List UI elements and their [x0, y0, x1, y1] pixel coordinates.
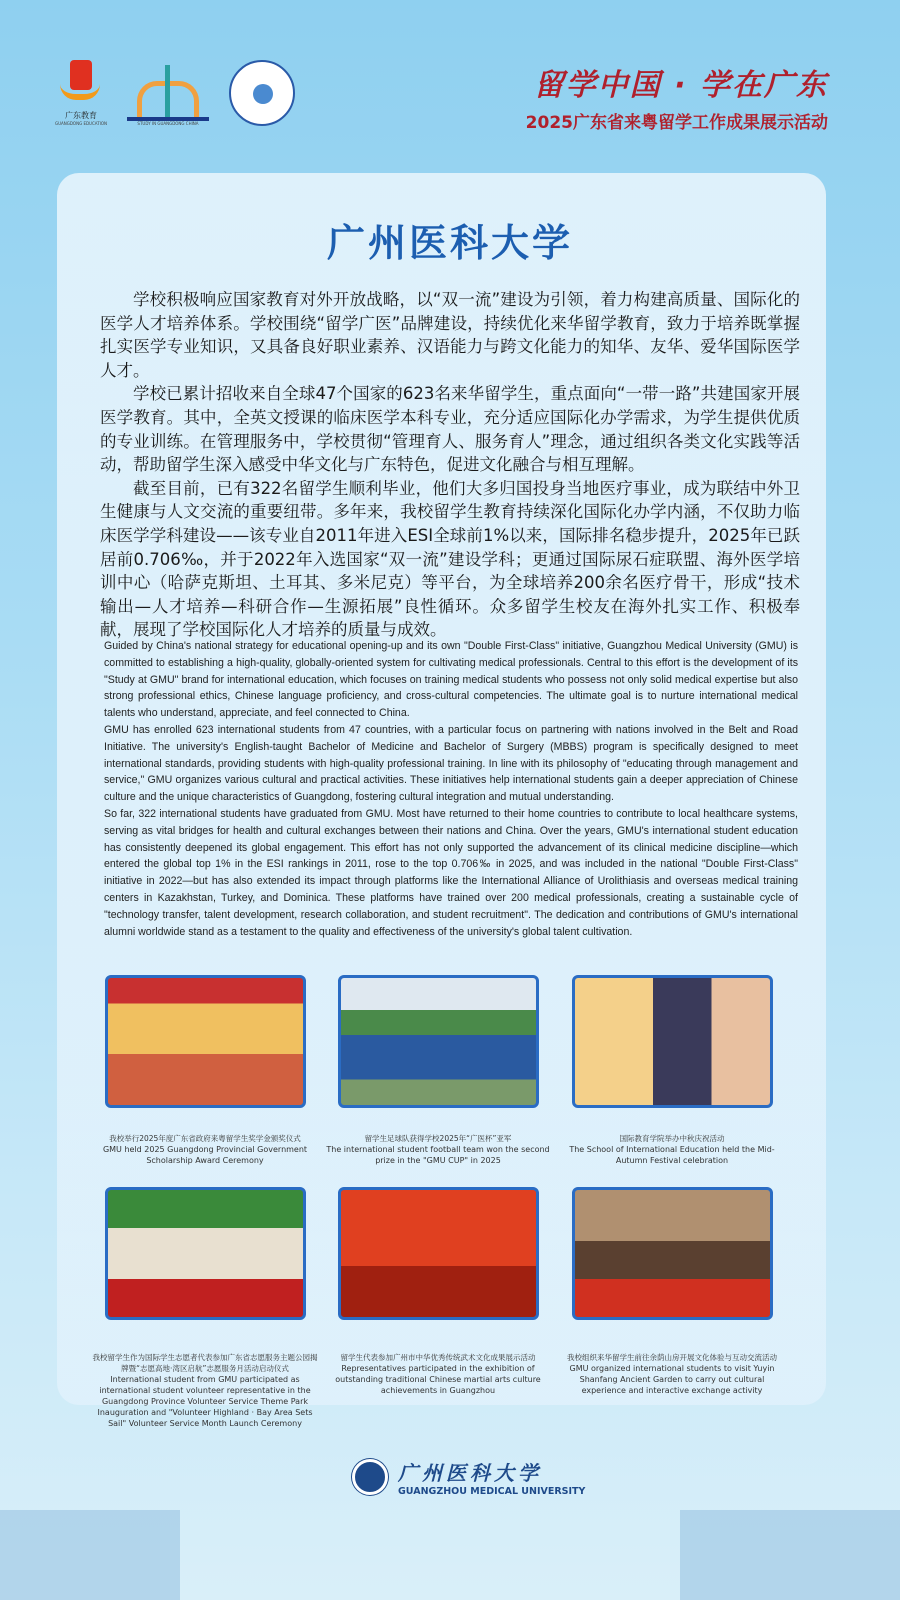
slogan: 留学中国 · 学在广东: [533, 68, 828, 103]
photo-caption: 留学生足球队获得学校2025年“广医杯”亚军 The international student football team won the second prize in the "GMU CUP" in 2025: [326, 1134, 550, 1165]
cn-paragraph: 学校已累计招收来自全球47个国家的623名来华留学生，重点面向“一带一路”共建国家开展医学教育。其中，全英文授课的临床医学本科专业，充分适应国际化办学需求，为学生提供优质的专业训练。在管理服务中，学校贯彻“管理育人、服务育人”理念，通过组织各类文化实践等活动，帮助留学生深入感受中华文化与广东特色，促进文化融合与相互理解。: [100, 384, 800, 475]
photo-garden-visit: [572, 1187, 773, 1320]
en-paragraph: GMU has enrolled 623 international students from 47 countries, with a particular focus on partnering with nations involved in the Belt and Road Initiative. The university's English-taught Bachelor of Medicine and Bachelor of Surgery (MBBS) program is specifically designed to meet international standards, providing students with high-quality professional training. In line with its philosophy of "educating through management and service," GMU organizes various cultural and practical activities. These initiatives help international students gain a deeper appreciation of Chinese culture and the unique characteristics of Guangdong, fostering cultural integration and mutual understanding.: [104, 723, 798, 804]
university-seal-logo: [229, 60, 295, 126]
photo-caption: 国际教育学院举办中秋庆祝活动 The School of International Education held the Mid-Autumn Festival celebration: [569, 1134, 775, 1165]
photo-martial-arts: [338, 1187, 539, 1320]
cn-paragraph: 学校积极响应国家教育对外开放战略，以“双一流”建设为引领，着力构建高质量、国际化的医学人才培养体系。学校围绕“留学广医”品牌建设，持续优化来华留学教育，致力于培养既掌握扎实医学专业知识，又具备良好职业素养、汉语能力与跨文化能力的知华、友华、爱华国际医学人才。: [100, 290, 800, 380]
footer-name-zh: 广州医科大学: [398, 1461, 542, 1485]
photo-volunteer-ceremony: [105, 1187, 306, 1320]
photo-football-team: [338, 975, 539, 1108]
page-title: 广州医科大学: [326, 221, 573, 265]
chinese-intro: [100, 288, 800, 642]
skyline-right: [680, 1510, 900, 1600]
footer-name-en: GUANGZHOU MEDICAL UNIVERSITY: [398, 1486, 586, 1497]
cn-paragraph: 截至目前，已有322名留学生顺利毕业，他们大多归国投身当地医疗事业，成为联结中外卫生健康与人文交流的重要纽带。多年来，我校留学生教育持续深化国际化办学内涵，不仅助力临床医学学科建设——该专业自2011年进入ESI全球前1%以来，国际排名稳步提升，2025年已跃居前0.706‰，并于2022年入选国家“双一流”建设学科；更通过国际尿石症联盟、海外医学培训中心（哈萨克斯坦、土耳其、多米尼克）等平台，为全球培养200余名医疗骨干，形成“技术输出—人才培养—科研合作—生源拓展”良性循环。众多留学生校友在海外扎实工作、积极奉献，展现了学校国际化人才培养的质量与成效。: [100, 478, 800, 640]
en-paragraph: So far, 322 international students have graduated from GMU. Most have returned to their home countries to contribute to local healthcare systems, serving as vital bridges for health and cultural exchanges between their nations and China. Over the years, GMU's international student education has consistently deepened its global engagement. This effort has not only supported the advancement of its clinical medicine discipline—which entered the global top 1% in the ESI rankings in 2011, rose to the top 0.706‰ in 2025, and was included in the national "Double First-Class" initiative in 2022—but has also extended its impact through platforms like the International Alliance of Urolithiasis and overseas medical training centers in Kazakhstan, Turkey, and Dominica. These platforms have trained over 200 medical professionals, creating a sustainable cycle of "technology transfer, talent development, research collaboration, and student recruitment". The dedication and contributions of GMU's international alumni worldwide stand as a testament to the quality and effectiveness of the university's global talent cultivation.: [104, 807, 798, 938]
photo-scholarship-ceremony: [105, 975, 306, 1108]
event-title: 2025广东省来粤留学工作成果展示活动: [525, 113, 828, 133]
university-emblem-icon: [352, 1459, 388, 1495]
photo-caption: 我校组织来华留学生前往余荫山房开展文化体验与互动交流活动 GMU organized international students to visit Yuyin Shanfang Ancient Garden to carry out cultural experience and interactive exchange activity: [567, 1353, 777, 1395]
english-intro: [104, 638, 798, 940]
photo-mid-autumn: [572, 975, 773, 1108]
guangdong-education-logo: 广东教育 GUANGDONG EDUCATION: [55, 58, 107, 126]
en-paragraph: Guided by China's national strategy for educational opening-up and its own "Double First-Class" initiative, Guangzhou Medical University (GMU) is committed to establishing a high-quality, globally-oriented system for cultivating medical professionals. Central to this effort is the development of its "Study at GMU" brand for international education, which focuses on training medical students who possess not only solid medical expertise but also strong professional ethics, Chinese language proficiency, and cross-cultural competencies. The ultimate goal is to nurture international medical talents who understand, appreciate, and feel connected to China.: [104, 640, 798, 720]
study-in-guangdong-logo: STUDY IN GUANGDONG CHINA: [127, 65, 209, 126]
footer-logo: [352, 1457, 585, 1497]
photo-caption: 我校留学生作为国际学生志愿者代表参加广东省志愿服务主题公园揭牌暨“志愿高地·湾区启航”志愿服务月活动启动仪式 International student from GMU participated as international student volunteer representative in the Guangdong Province Volunteer Service Theme Park Inauguration and "Volunteer Highland · Bay Area Sets Sail" Volunteer Service Month Launch Ceremony: [92, 1353, 318, 1428]
skyline-left: [0, 1510, 180, 1600]
header-slogan: [526, 60, 828, 133]
header-logos: [55, 58, 295, 126]
photo-caption: 留学生代表参加广州市中华优秀传统武术文化成果展示活动 Representatives participated in the exhibition of outstanding traditional Chinese martial arts culture achievements in Guangzhou: [335, 1353, 541, 1395]
photo-caption: 我校举行2025年度广东省政府来粤留学生奖学金颁奖仪式 GMU held 2025 Guangdong Provincial Government Scholarship Award Ceremony: [102, 1134, 308, 1165]
